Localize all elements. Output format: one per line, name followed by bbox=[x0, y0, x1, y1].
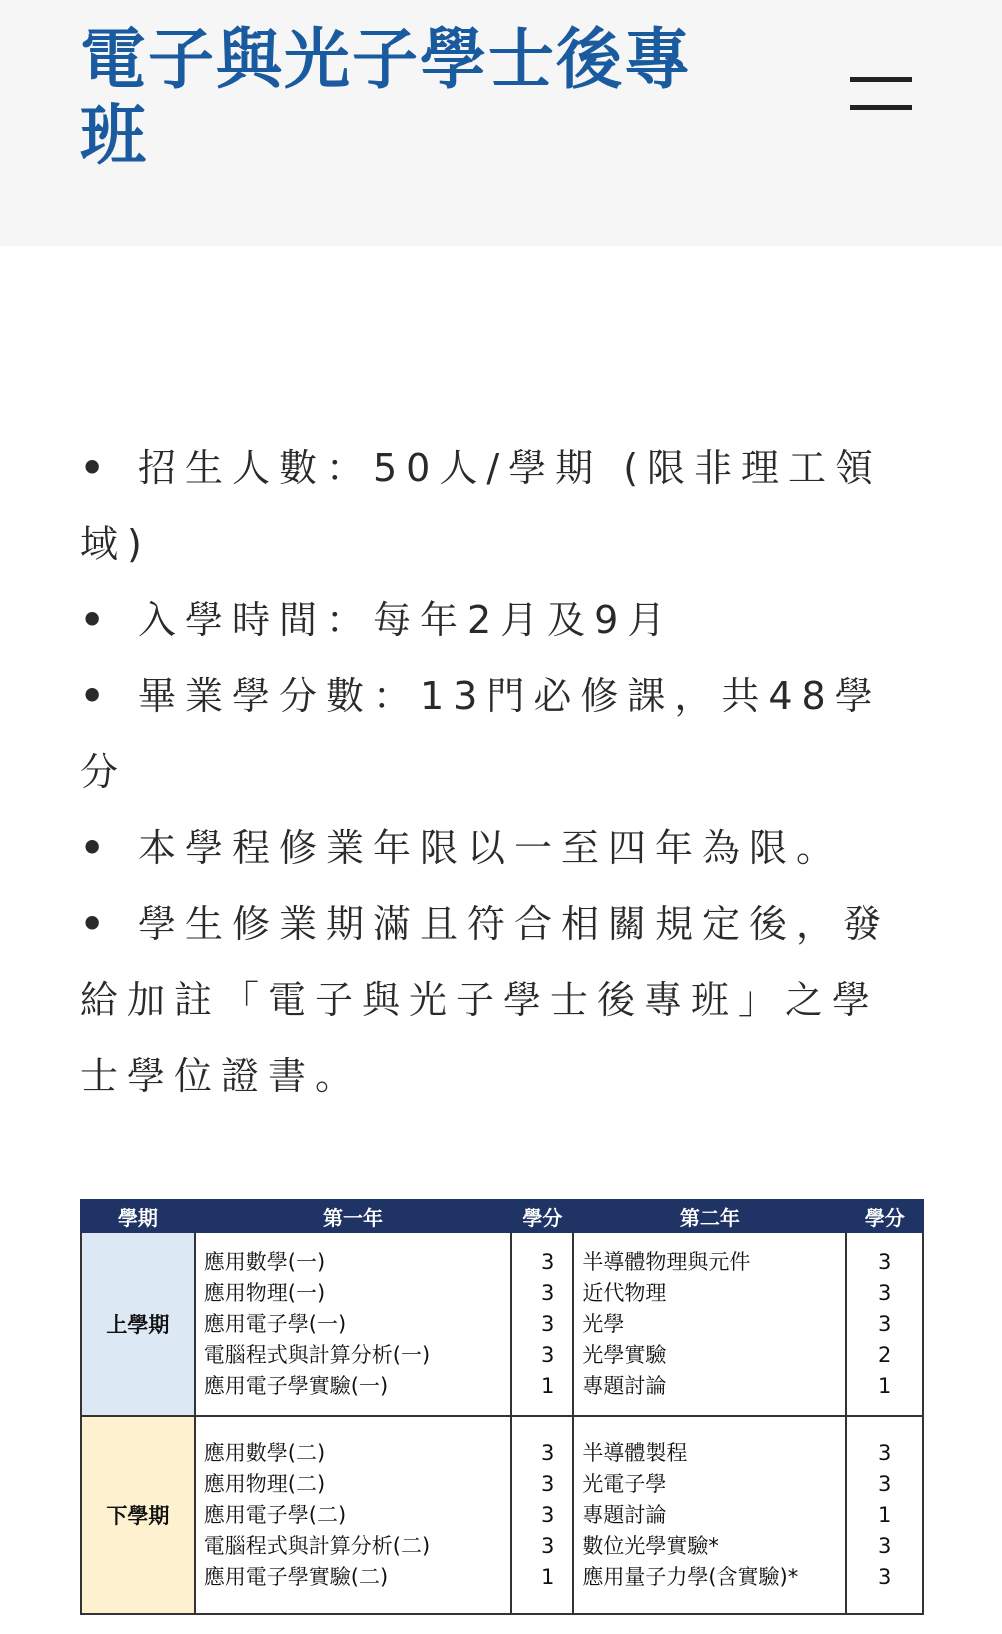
credit-value: 3 bbox=[878, 1533, 892, 1558]
header-semester: 學期 bbox=[81, 1200, 195, 1232]
header-year2: 第二年 bbox=[573, 1200, 846, 1232]
credit-value: 3 bbox=[540, 1280, 555, 1305]
course-item: 光學 bbox=[582, 1311, 625, 1336]
credit-value: 3 bbox=[540, 1471, 555, 1496]
course-item: 應用量子力學(含實驗)* bbox=[582, 1564, 799, 1589]
course-item: 近代物理 bbox=[582, 1280, 667, 1305]
year2-courses-cell bbox=[573, 1232, 846, 1416]
course-item: 光學實驗 bbox=[582, 1342, 667, 1367]
program-info-list bbox=[80, 430, 900, 1114]
bullet: • bbox=[80, 826, 105, 870]
credit-value: 1 bbox=[540, 1564, 555, 1589]
course-item: 應用數學(一) bbox=[203, 1249, 326, 1274]
header-credits-year2: 學分 bbox=[846, 1200, 923, 1232]
year2-credits-cell bbox=[846, 1416, 923, 1614]
info-item-duration bbox=[80, 810, 900, 886]
credit-value: 2 bbox=[878, 1342, 892, 1367]
credit-value: 3 bbox=[540, 1533, 555, 1558]
year2-courses-cell bbox=[573, 1416, 846, 1614]
credit-value: 3 bbox=[540, 1502, 555, 1527]
bullet: • bbox=[80, 902, 105, 946]
course-item: 應用電子學(一) bbox=[203, 1311, 347, 1336]
year1-courses-cell bbox=[195, 1232, 512, 1416]
header-year1: 第一年 bbox=[195, 1200, 512, 1232]
credit-value: 3 bbox=[540, 1440, 555, 1465]
header-credits-year1: 學分 bbox=[511, 1200, 573, 1232]
credit-value: 1 bbox=[878, 1373, 892, 1398]
credit-value: 3 bbox=[878, 1440, 892, 1465]
site-title[interactable]: 電子與光子學士後專班 bbox=[80, 21, 692, 174]
course-item: 應用電子學(二) bbox=[203, 1502, 347, 1527]
semester-cell: 下學期 bbox=[81, 1416, 195, 1614]
course-item: 應用物理(一) bbox=[203, 1280, 326, 1305]
info-item-admission-time bbox=[80, 582, 900, 658]
course-item: 光電子學 bbox=[582, 1471, 667, 1496]
course-item: 應用物理(二) bbox=[203, 1471, 326, 1496]
table-row-lower-semester bbox=[81, 1416, 923, 1614]
hamburger-menu-icon[interactable] bbox=[850, 72, 912, 118]
credit-value: 3 bbox=[540, 1249, 555, 1274]
info-text: 招生人數：50人/學期 (限非理工領域) bbox=[80, 446, 883, 566]
bullet: • bbox=[80, 674, 105, 718]
bullet: • bbox=[80, 446, 105, 490]
credit-value: 3 bbox=[878, 1280, 892, 1305]
menu-bar-top bbox=[850, 77, 912, 82]
course-item: 應用數學(二) bbox=[203, 1440, 326, 1465]
credit-value: 3 bbox=[878, 1471, 892, 1496]
info-text: 入學時間：每年2月及9月 bbox=[138, 598, 675, 642]
credit-value: 3 bbox=[878, 1311, 892, 1336]
course-item: 數位光學實驗* bbox=[582, 1533, 719, 1558]
year1-credits-cell bbox=[511, 1232, 573, 1416]
info-text: 本學程修業年限以一至四年為限。 bbox=[138, 826, 844, 870]
year1-credits-cell bbox=[511, 1416, 573, 1614]
course-item: 專題討論 bbox=[582, 1373, 667, 1398]
course-item: 半導體製程 bbox=[582, 1440, 688, 1465]
info-text: 學生修業期滿且符合相關規定後，發給加註「電子與光子學士後專班」之學士學位證書。 bbox=[80, 902, 891, 1098]
table-row-upper-semester bbox=[81, 1232, 923, 1416]
credit-value: 3 bbox=[540, 1342, 555, 1367]
credit-value: 1 bbox=[540, 1373, 555, 1398]
course-table bbox=[80, 1199, 924, 1615]
info-item-degree bbox=[80, 886, 900, 1114]
credit-value: 1 bbox=[878, 1502, 892, 1527]
site-header bbox=[0, 0, 1002, 246]
course-item: 專題討論 bbox=[582, 1502, 667, 1527]
credit-value: 3 bbox=[878, 1249, 892, 1274]
course-item: 應用電子學實驗(一) bbox=[203, 1373, 389, 1398]
info-text: 畢業學分數：13門必修課，共48學分 bbox=[80, 674, 882, 794]
credit-value: 3 bbox=[540, 1311, 555, 1336]
course-item: 應用電子學實驗(二) bbox=[203, 1564, 389, 1589]
semester-cell: 上學期 bbox=[81, 1232, 195, 1416]
info-item-credits bbox=[80, 658, 900, 810]
info-item-enrollment bbox=[80, 430, 900, 582]
course-item: 半導體物理與元件 bbox=[582, 1249, 751, 1274]
menu-bar-bottom bbox=[850, 105, 912, 110]
bullet: • bbox=[80, 598, 105, 642]
year1-courses-cell bbox=[195, 1416, 512, 1614]
course-item: 電腦程式與計算分析(一) bbox=[203, 1342, 431, 1367]
table-header-row bbox=[81, 1200, 923, 1232]
year2-credits-cell bbox=[846, 1232, 923, 1416]
credit-value: 3 bbox=[878, 1564, 892, 1589]
course-item: 電腦程式與計算分析(二) bbox=[203, 1533, 431, 1558]
